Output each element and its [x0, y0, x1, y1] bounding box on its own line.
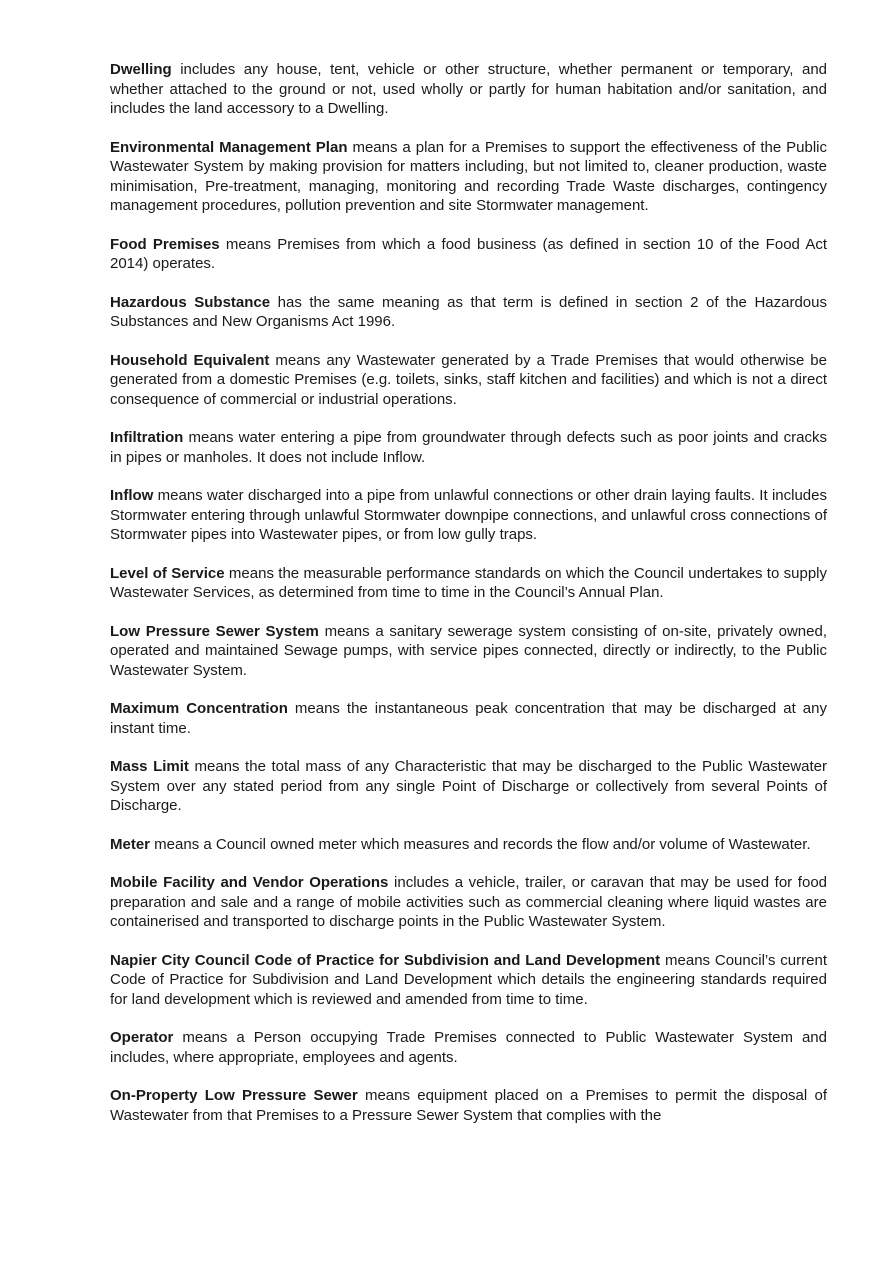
definition-text: means a Person occupying Trade Premises connected to Public Wastewater System and includes, where appropriate, employees and agents.	[110, 1029, 827, 1066]
definition-term: Meter	[110, 835, 151, 853]
definition-term: Infiltration	[110, 429, 184, 446]
definition-code-of-practice	[110, 951, 827, 1010]
definition-food-premises	[110, 235, 827, 274]
definition-term: Maximum Concentration	[110, 700, 288, 717]
definition-operator	[110, 1028, 827, 1067]
definition-inflow	[110, 486, 827, 545]
definition-term: Inflow	[110, 487, 154, 504]
definition-term: Level of Service	[110, 564, 225, 582]
definition-text: has the same meaning as that term is defined in section 2 of the Hazardous Substances and New Organisms Act 1996.	[110, 293, 827, 330]
definition-hazardous-substance	[110, 293, 827, 332]
definition-text: means the total mass of any Characteristic that may be discharged to the Public Wastewater System over any stated period from any single Point of Discharge or collectively from several Points of Discharge.	[110, 758, 828, 814]
definition-term: Household Equivalent	[110, 351, 270, 369]
document-page	[110, 60, 827, 1144]
definition-term: Food Premises	[110, 235, 220, 253]
definition-low-pressure-sewer-system	[110, 622, 827, 681]
definition-on-property-low-pressure-sewer	[110, 1086, 827, 1125]
definition-text: includes a vehicle, trailer, or caravan that may be used for food preparation and sale and a range of mobile activities such as commercial cleaning where liquid wastes are containerised and transported to discharge points in the Public Wastewater System.	[110, 874, 827, 930]
definition-infiltration	[110, 428, 827, 467]
definition-term: Dwelling	[110, 61, 172, 78]
definition-term: Environmental Management Plan	[110, 138, 348, 156]
definition-maximum-concentration	[110, 699, 827, 738]
definition-environmental-management-plan	[110, 138, 827, 216]
definition-mass-limit	[110, 757, 827, 816]
definition-text: means equipment placed on a Premises to permit the disposal of Wastewater from that Premises to a Pressure Sewer System that complies with the	[110, 1087, 827, 1124]
definition-text: means the instantaneous peak concentration that may be discharged at any instant time.	[110, 700, 827, 737]
definition-text: includes any house, tent, vehicle or other structure, whether permanent or temporary, and whether attached to the ground or not, used wholly or partly for human habitation and/or sanitation, and includes the land accessory to a Dwelling.	[110, 61, 827, 117]
definition-text: means the measurable performance standards on which the Council undertakes to supply Wastewater Services, as determined from time to time in the Council’s Annual Plan.	[110, 564, 827, 601]
definition-term: Mass Limit	[110, 758, 189, 775]
definition-text: means a plan for a Premises to support the effectiveness of the Public Wastewater System by making provision for matters including, but not limited to, cleaner production, waste minimisation, Pre-treatment, managing, monitoring and recording Trade Waste discharges, contingency management procedures, pollution prevention and site Stormwater management.	[110, 138, 827, 214]
definition-dwelling	[110, 60, 827, 119]
definition-text: means a Council owned meter which measures and records the flow and/or volume of Wastewater.	[150, 835, 811, 853]
definition-meter	[110, 835, 827, 855]
definition-text: means Council’s current Code of Practice for Subdivision and Land Development which details the engineering standards required for land development which is reviewed and amended from time to time.	[110, 951, 827, 1008]
definition-level-of-service	[110, 564, 827, 603]
definition-household-equivalent	[110, 351, 827, 410]
definition-text: means water entering a pipe from groundwater through defects such as poor joints and cracks in pipes or manholes. It does not include Inflow.	[110, 429, 827, 466]
definition-text: means Premises from which a food business (as defined in section 10 of the Food Act 2014) operates.	[110, 235, 827, 272]
definition-term: Operator	[110, 1029, 174, 1046]
definition-term: Hazardous Substance	[110, 293, 271, 311]
definition-text: means any Wastewater generated by a Trade Premises that would otherwise be generated from a domestic Premises (e.g. toilets, sinks, staff kitchen and facilities) and which is not a direct consequence of commercial or industrial operations.	[110, 351, 827, 408]
definition-term: Napier City Council Code of Practice for Subdivision and Land Development	[110, 951, 661, 969]
definition-mobile-facility	[110, 873, 827, 932]
definition-term: Mobile Facility and Vendor Operations	[110, 874, 389, 891]
definition-text: means water discharged into a pipe from unlawful connections or other drain laying faults. It includes Stormwater entering through unlawful Stormwater downpipe connections, and unlawful cross connections of Stormwater pipes into Wastewater pipes, or from low gully traps.	[110, 487, 827, 543]
definition-term: Low Pressure Sewer System	[110, 622, 319, 640]
definition-term: On-Property Low Pressure Sewer	[110, 1087, 358, 1104]
definition-text: means a sanitary sewerage system consisting of on-site, privately owned, operated and maintained Sewage pumps, with service pipes connected, directly or indirectly, to the Public Wastewater System.	[110, 622, 828, 679]
